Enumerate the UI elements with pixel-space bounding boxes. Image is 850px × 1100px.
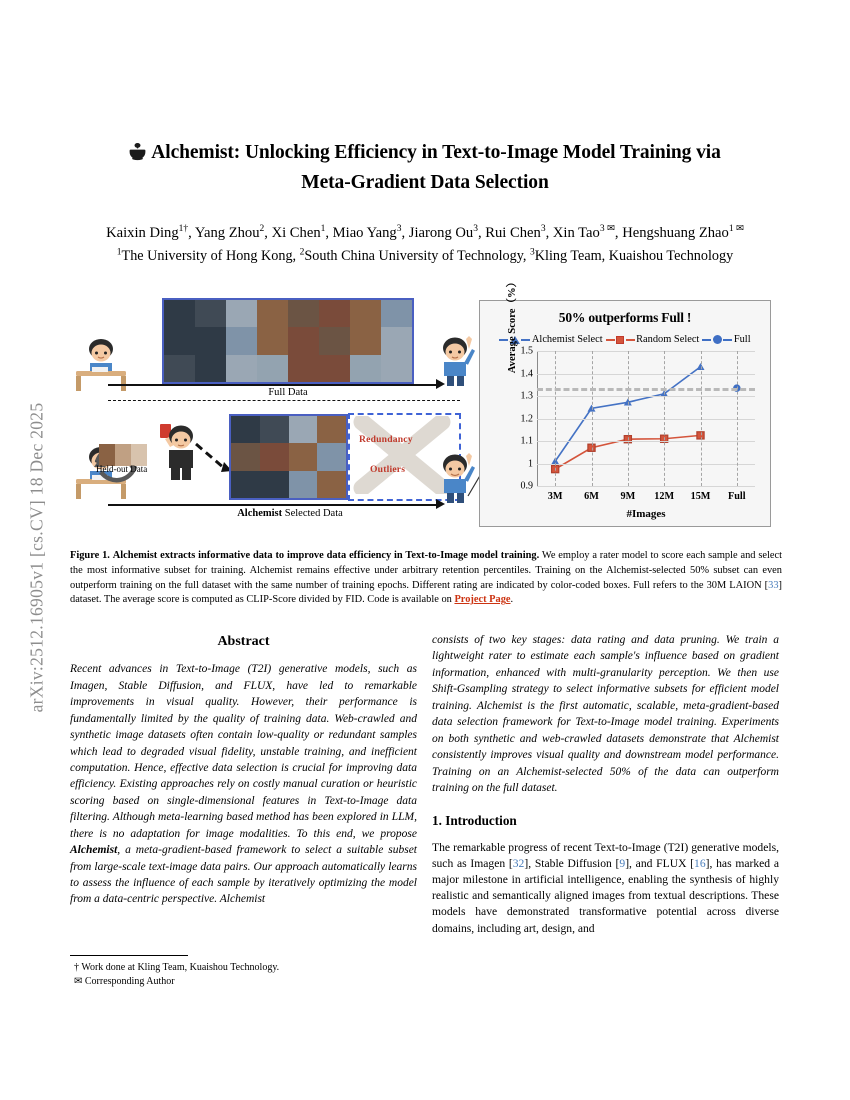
legend-marker-circle xyxy=(713,335,722,344)
author-names xyxy=(60,222,790,245)
author-name: Rui Chen xyxy=(485,225,541,241)
image-thumbnail xyxy=(319,300,350,327)
caption-rest-3: . xyxy=(510,594,514,606)
image-thumbnail xyxy=(257,327,288,354)
footnote-block xyxy=(74,961,414,989)
intro-p1c: ], and FLUX [ xyxy=(625,856,695,870)
legend-line xyxy=(521,339,530,341)
cheering-child-top-icon xyxy=(436,335,476,387)
y-gridline xyxy=(537,486,755,487)
held-out-thumbnail xyxy=(99,444,147,466)
author-affiliation-marker: 1 xyxy=(320,224,326,235)
author-affiliation-marker: 3 xyxy=(540,224,546,235)
image-thumbnail xyxy=(319,355,350,382)
figure-1 xyxy=(70,276,780,544)
held-out-data-label: Held-out Data xyxy=(96,464,148,474)
introduction-heading: 1. Introduction xyxy=(432,813,517,829)
image-thumbnail xyxy=(350,300,381,327)
author-separator: , xyxy=(188,225,195,241)
image-thumbnail xyxy=(260,471,289,498)
intro-p1d: ], has marked a major milestone in artificial intelligence, enabling the synthesis of highly realistic and semantically aligned images from textual descriptions. These models have demonstrated transformative potential across diverse domains, including art, design, and xyxy=(432,856,779,935)
x-axis-tick: 6M xyxy=(584,491,599,502)
affiliation-text: South China University of Technology, xyxy=(304,247,530,264)
selected-data-image-grid xyxy=(229,414,348,500)
image-thumbnail xyxy=(319,327,350,354)
footnote-dagger: † Work done at Kling Team, Kuaishou Technology. xyxy=(74,962,280,973)
image-thumbnail xyxy=(164,355,195,382)
legend-marker-square xyxy=(616,336,624,344)
image-thumbnail xyxy=(260,443,289,470)
caption-bold-lead: Alchemist extracts informative data to improve data efficiency in Text-to-Image model training. xyxy=(112,550,540,561)
image-thumbnail xyxy=(289,443,318,470)
y-axis-tick: 1.4 xyxy=(520,368,533,379)
image-thumbnail xyxy=(164,327,195,354)
image-thumbnail xyxy=(195,355,226,382)
affiliation-marker: 1 xyxy=(116,246,122,257)
footnote-divider xyxy=(70,955,188,956)
author-separator: , xyxy=(614,225,623,241)
image-thumbnail xyxy=(195,300,226,327)
x-gridline xyxy=(555,351,556,486)
author-affiliation-marker: 1† xyxy=(178,224,189,235)
affiliation-marker: 3 xyxy=(530,246,535,257)
section-divider xyxy=(108,400,460,401)
image-thumbnail xyxy=(226,327,257,354)
figure-caption xyxy=(70,549,782,608)
abstract-body-continued: consists of two key stages: data rating and data pruning. We train a lightweight rater to estimate each sample's influence based on gradient information, enhanced with multi-granularity perception. We then use Shift-Gsampling strategy to select informative subsets for efficient model training. Alchemist is the first automatic, scalable, meta-gradient-based data selection framework for Text-to-Image model training. Experiments on both synthetic and web-crawled datasets demonstrate that Alchemist consistently improves visual quality and downstream model performance. Training on an Alchemist-selected 50% of the data can outperform training on the full dataset. xyxy=(432,634,779,794)
affiliation-text: The University of Hong Kong, xyxy=(121,247,300,264)
image-thumbnail xyxy=(288,355,319,382)
author-name: Yang Zhou xyxy=(194,225,260,241)
introduction-paragraph xyxy=(432,840,779,937)
citation-32[interactable]: 32 xyxy=(512,856,525,870)
image-thumbnail xyxy=(231,443,260,470)
right-column xyxy=(432,632,779,937)
title-line-1: Alchemist: Unlocking Efficiency in Text-to-Image Model Training via xyxy=(151,142,721,163)
legend-line xyxy=(606,339,615,341)
abstract-heading: Abstract xyxy=(217,634,270,649)
image-thumbnail xyxy=(226,300,257,327)
image-thumbnail xyxy=(226,355,257,382)
footnote-envelope: ✉ Corresponding Author xyxy=(74,976,175,988)
x-gridline xyxy=(737,351,738,486)
y-axis-tick: 1.2 xyxy=(520,413,533,424)
image-thumbnail xyxy=(289,416,318,443)
full-data-label: Full Data xyxy=(268,387,308,398)
affiliation-marker: 2 xyxy=(299,246,305,257)
alchemist-bold: Alchemist xyxy=(237,508,283,519)
author-separator: , xyxy=(264,225,272,241)
legend-line xyxy=(702,339,711,341)
legend-label: Full xyxy=(733,334,751,345)
author-affiliation-marker: 3 xyxy=(473,224,478,235)
image-thumbnail xyxy=(350,327,381,354)
image-thumbnail xyxy=(350,355,381,382)
image-thumbnail xyxy=(317,443,346,470)
x-axis-tick: 3M xyxy=(547,491,563,502)
legend-label: Random Select xyxy=(636,334,700,345)
selected-rest: Selected Data xyxy=(282,508,343,519)
affiliation-text: Kling Team, Kuaishou Technology xyxy=(534,247,734,264)
arxiv-stamp: arXiv:2512.16905v1 [cs.CV] 18 Dec 2025 xyxy=(26,402,47,713)
abstract-p1-cont: , a meta-gradient-based framework to select a suitable subset from large-scale text-image data pairs. Our approach automatically learns to assess the influence of each sample by iteratively optimizing the model from a data-centric perspective. Alchemist xyxy=(70,844,417,906)
author-block xyxy=(60,222,790,267)
x-axis-tick: Full xyxy=(728,491,746,502)
legend-line xyxy=(626,339,635,341)
author-name: Hengshuang Zhao xyxy=(622,225,729,241)
y-axis-label: Average Score（%） xyxy=(507,276,518,374)
image-thumbnail xyxy=(257,355,288,382)
image-thumbnail xyxy=(381,300,412,327)
chart-legend xyxy=(480,334,770,345)
threshold-line xyxy=(537,388,755,391)
y-gridline xyxy=(537,419,755,420)
y-gridline xyxy=(537,441,755,442)
image-thumbnail xyxy=(164,300,195,327)
legend-item[interactable] xyxy=(606,334,700,345)
image-thumbnail xyxy=(231,471,260,498)
full-data-arrow-line xyxy=(108,384,438,386)
legend-item[interactable] xyxy=(702,334,750,345)
abstract-bold-term: Alchemist xyxy=(70,844,118,857)
x-axis-tick: 12M xyxy=(654,491,675,502)
image-thumbnail xyxy=(288,327,319,354)
caption-citation-33[interactable]: 33 xyxy=(768,579,779,591)
image-thumbnail xyxy=(317,416,346,443)
alchemist-selected-label xyxy=(200,508,380,519)
image-thumbnail xyxy=(257,300,288,327)
project-page-link[interactable]: Project Page xyxy=(454,594,511,606)
title-block xyxy=(70,140,780,197)
image-thumbnail xyxy=(381,355,412,382)
author-name: Xin Tao xyxy=(552,225,600,241)
author-separator: , xyxy=(325,225,333,241)
y-gridline xyxy=(537,351,755,352)
title-line-2: Meta-Gradient Data Selection xyxy=(301,171,549,193)
selected-data-arrow-line xyxy=(108,504,438,506)
legend-line xyxy=(723,339,732,341)
y-axis-tick: 0.9 xyxy=(520,480,533,492)
legend-label: Alchemist Select xyxy=(531,334,603,345)
intro-p1a: The remarkable progress of recent Text-to-Image (T2I) generative models, such as Imagen [ xyxy=(432,840,779,870)
x-axis-tick: 15M xyxy=(690,491,711,502)
page-title xyxy=(70,140,780,197)
image-thumbnail xyxy=(231,416,260,443)
affiliations xyxy=(60,245,790,267)
performance-chart xyxy=(479,276,771,527)
caption-figure-number: Figure 1. xyxy=(70,550,110,561)
image-thumbnail xyxy=(289,471,318,498)
x-gridline xyxy=(628,351,629,486)
x-gridline xyxy=(664,351,665,486)
author-separator: , xyxy=(477,225,486,241)
full-data-image-grid xyxy=(162,298,414,384)
intro-p1b: ], Stable Diffusion [ xyxy=(524,856,620,870)
y-gridline xyxy=(537,374,755,375)
caption-rest-2: ] dataset. The average score is computed as CLIP-Score divided by FID. Code is available on xyxy=(70,579,782,606)
y-axis-tick: 1.5 xyxy=(520,345,533,357)
author-separator: , xyxy=(401,225,409,241)
author-name: Miao Yang xyxy=(332,225,397,241)
image-thumbnail xyxy=(381,327,412,354)
y-axis-tick: 1.3 xyxy=(520,390,533,402)
abstract-p1: Recent advances in Text-to-Image (T2I) generative models, such as Imagen, Stable Diffusion, and FLUX, have led to remarkable improvements in visual quality. However, their performance is fundamentally limited by the quality of training data. Web-crawled and synthetic image datasets often contain low-quality or redundant samples which lead to degraded visual fidelity, unstable training, and inefficient computation. Hence, effective data selection is crucial for improving data efficiency. Existing approaches rely on costly manual curation or heuristic scoring based on single-dimensional features in Text-to-Image data filtering. Although meta-learning based method has been explored in LLM, there is no adaptation for image modalities. To this end, we propose xyxy=(70,663,417,840)
outliers-label: Outliers xyxy=(370,464,406,475)
alchemy-pot-icon xyxy=(129,142,146,170)
redundancy-label: Redundancy xyxy=(359,434,413,445)
image-thumbnail xyxy=(317,471,346,498)
y-axis-tick: 1 xyxy=(528,458,533,469)
image-thumbnail xyxy=(195,327,226,354)
image-thumbnail xyxy=(260,416,289,443)
y-gridline xyxy=(537,464,755,465)
x-gridline xyxy=(592,351,593,486)
abstract-body xyxy=(70,661,417,908)
x-gridline xyxy=(701,351,702,486)
image-thumbnail xyxy=(288,300,319,327)
caption-rest-1: We employ a rater model to score each sample and select the most informative subset for training. Alchemist remains effective under arbitrary retention percentiles. Training on the Alchemist-selected 50% subset can even outperform training on the full dataset with the same number of training epochs. Different rating are indicated by color-coded boxes. Full refers to the 30M LAION [ xyxy=(70,550,782,591)
author-affiliation-marker: 3 ✉ xyxy=(599,224,615,235)
pipeline-illustration xyxy=(70,292,470,542)
author-separator: , xyxy=(545,225,553,241)
y-axis-tick: 1.1 xyxy=(520,435,533,447)
x-axis-tick: 9M xyxy=(620,491,636,502)
author-affiliation-marker: 3 xyxy=(396,224,402,235)
author-name: Jiarong Ou xyxy=(408,225,474,241)
y-gridline xyxy=(537,396,755,397)
citation-9[interactable]: 9 xyxy=(619,856,626,870)
x-axis-label: #Images xyxy=(626,508,666,520)
author-name: Xi Chen xyxy=(271,225,321,241)
left-column xyxy=(70,632,417,908)
chart-title: 50% outperforms Full ! xyxy=(558,310,692,325)
author-affiliation-marker: 1 ✉ xyxy=(728,224,744,235)
author-name: Kaixin Ding xyxy=(106,225,179,241)
author-affiliation-marker: 2 xyxy=(259,224,265,235)
citation-16[interactable]: 16 xyxy=(694,856,706,870)
